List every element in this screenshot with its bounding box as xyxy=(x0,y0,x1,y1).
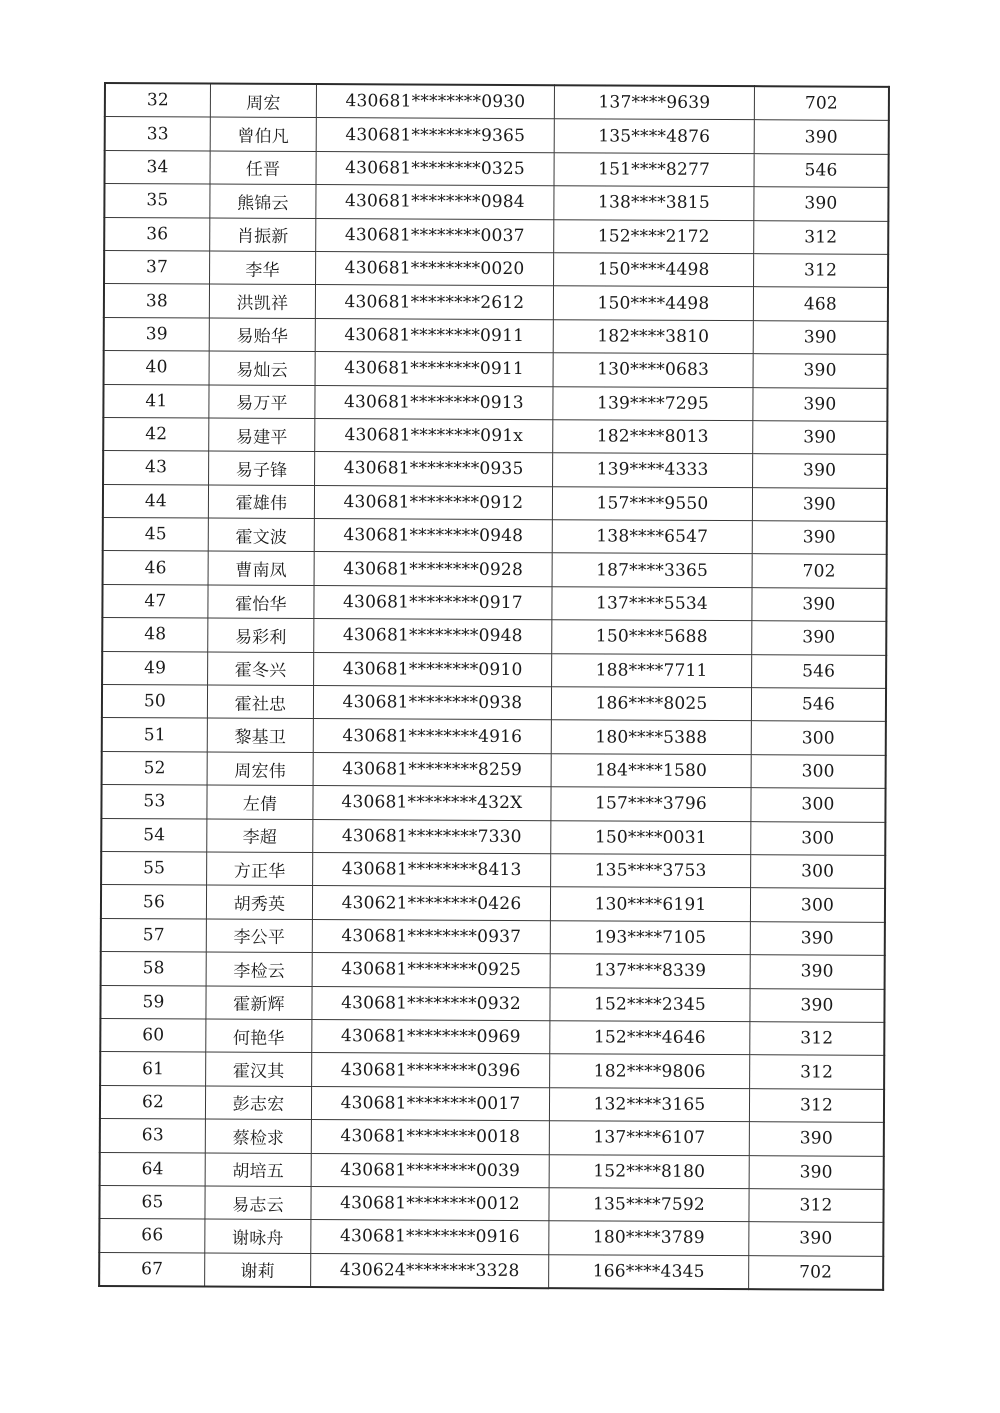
phone-number-cell: 157****9550 xyxy=(552,486,752,520)
amount-cell: 312 xyxy=(749,1088,884,1122)
row-number-cell: 47 xyxy=(102,584,208,618)
phone-number-cell: 150****4498 xyxy=(553,286,753,320)
id-number-cell: 430681********0925 xyxy=(312,953,550,988)
table-row xyxy=(104,284,888,321)
id-number-cell: 430681********0913 xyxy=(315,385,553,420)
name-cell: 胡培五 xyxy=(205,1153,311,1187)
amount-cell: 312 xyxy=(750,1055,885,1089)
phone-number-cell: 137****5534 xyxy=(552,587,752,621)
amount-cell: 300 xyxy=(751,721,886,755)
phone-number-cell: 188****7711 xyxy=(552,653,752,687)
name-cell: 曹南凤 xyxy=(208,551,314,585)
amount-cell: 390 xyxy=(750,921,885,955)
row-number-cell: 35 xyxy=(104,184,210,218)
phone-number-cell: 139****4333 xyxy=(553,453,753,487)
phone-number-cell: 152****2345 xyxy=(550,987,750,1021)
phone-number-cell: 135****4876 xyxy=(554,119,754,153)
table-row xyxy=(104,351,888,388)
row-number-cell: 43 xyxy=(103,451,209,485)
table-row xyxy=(103,451,887,488)
id-number-cell: 430681********0928 xyxy=(314,552,552,587)
amount-cell: 546 xyxy=(752,654,887,688)
table-row xyxy=(100,1119,884,1156)
id-number-cell: 430621********0426 xyxy=(312,886,550,921)
id-number-cell: 430681********0930 xyxy=(316,84,554,119)
phone-number-cell: 184****1580 xyxy=(551,754,751,788)
id-number-cell: 430681********0018 xyxy=(311,1120,549,1155)
table-row xyxy=(102,718,886,755)
amount-cell: 390 xyxy=(750,955,885,989)
phone-number-cell: 157****3796 xyxy=(551,787,751,821)
row-number-cell: 53 xyxy=(101,785,207,819)
amount-cell: 312 xyxy=(749,1189,884,1223)
name-cell: 易建平 xyxy=(209,418,315,452)
row-number-cell: 56 xyxy=(101,885,207,919)
name-cell: 李检云 xyxy=(206,952,312,986)
phone-number-cell: 186****8025 xyxy=(551,687,751,721)
row-number-cell: 66 xyxy=(99,1219,205,1253)
amount-cell: 546 xyxy=(751,688,886,722)
id-number-cell: 430681********0020 xyxy=(316,251,554,286)
name-cell: 任晋 xyxy=(210,151,316,185)
table-row xyxy=(104,317,888,354)
phone-number-cell: 182****8013 xyxy=(553,420,753,454)
table-row xyxy=(104,184,888,221)
row-number-cell: 51 xyxy=(102,718,208,752)
name-cell: 易贻华 xyxy=(209,318,315,352)
name-cell: 易彩利 xyxy=(208,618,314,652)
table-row xyxy=(103,484,887,521)
row-number-cell: 38 xyxy=(104,284,210,318)
amount-cell: 300 xyxy=(751,788,886,822)
row-number-cell: 33 xyxy=(105,117,211,151)
phone-number-cell: 180****5388 xyxy=(551,720,751,754)
name-cell: 方正华 xyxy=(207,852,313,886)
id-number-cell: 430681********0937 xyxy=(312,919,550,954)
amount-cell: 390 xyxy=(749,1155,884,1189)
row-number-cell: 44 xyxy=(103,484,209,518)
row-number-cell: 42 xyxy=(103,417,209,451)
amount-cell: 390 xyxy=(752,521,887,555)
amount-cell: 390 xyxy=(753,421,888,455)
table-row xyxy=(99,1219,883,1256)
phone-number-cell: 182****3810 xyxy=(553,319,753,353)
row-number-cell: 46 xyxy=(103,551,209,585)
row-number-cell: 57 xyxy=(101,918,207,952)
table-row xyxy=(99,1252,883,1290)
amount-cell: 300 xyxy=(751,855,886,889)
name-cell: 熊锦云 xyxy=(210,184,316,218)
row-number-cell: 55 xyxy=(101,851,207,885)
table-row xyxy=(105,83,889,121)
name-cell: 李公平 xyxy=(206,919,312,953)
table-row xyxy=(104,217,888,254)
name-cell: 霍社忠 xyxy=(207,685,313,719)
name-cell: 周宏伟 xyxy=(207,752,313,786)
name-cell: 左倩 xyxy=(207,785,313,819)
id-number-cell: 430681********8259 xyxy=(313,752,551,787)
amount-cell: 390 xyxy=(754,120,889,154)
id-number-cell: 430681********0911 xyxy=(315,352,553,387)
row-number-cell: 34 xyxy=(105,150,211,184)
phone-number-cell: 132****3165 xyxy=(549,1087,749,1121)
amount-cell: 390 xyxy=(752,487,887,521)
id-number-cell: 430681********0917 xyxy=(314,585,552,620)
phone-number-cell: 137****6107 xyxy=(549,1121,749,1155)
table-row xyxy=(101,918,885,955)
amount-cell: 300 xyxy=(750,888,885,922)
table-row xyxy=(100,1052,884,1089)
row-number-cell: 64 xyxy=(100,1152,206,1186)
amount-cell: 312 xyxy=(750,1022,885,1056)
name-cell: 易子锋 xyxy=(209,451,315,485)
name-cell: 洪凯祥 xyxy=(209,284,315,318)
amount-cell: 702 xyxy=(752,554,887,588)
table-row xyxy=(101,952,885,989)
table-row xyxy=(102,751,886,788)
table-row xyxy=(102,584,886,621)
id-number-cell: 430681********0039 xyxy=(311,1153,549,1188)
row-number-cell: 60 xyxy=(100,1018,206,1052)
name-cell: 何艳华 xyxy=(206,1019,312,1053)
name-cell: 霍文波 xyxy=(208,518,314,552)
id-number-cell: 430681********0938 xyxy=(313,686,551,721)
row-number-cell: 50 xyxy=(102,685,208,719)
table-row xyxy=(100,985,884,1022)
id-number-cell: 430681********0911 xyxy=(315,318,553,353)
roster-table xyxy=(98,82,890,1291)
id-number-cell: 430681********0932 xyxy=(312,986,550,1021)
phone-number-cell: 135****3753 xyxy=(551,854,751,888)
phone-number-cell: 152****2172 xyxy=(554,219,754,253)
table-row xyxy=(100,1018,884,1055)
phone-number-cell: 152****8180 xyxy=(549,1154,749,1188)
name-cell: 霍汉其 xyxy=(206,1052,312,1086)
phone-number-cell: 180****3789 xyxy=(549,1221,749,1255)
name-cell: 霍冬兴 xyxy=(208,652,314,686)
id-number-cell: 430681********0396 xyxy=(312,1053,550,1088)
amount-cell: 702 xyxy=(754,86,889,121)
row-number-cell: 59 xyxy=(100,985,206,1019)
id-number-cell: 430681********0325 xyxy=(316,151,554,186)
id-number-cell: 430681********0984 xyxy=(316,185,554,220)
id-number-cell: 430681********0969 xyxy=(312,1019,550,1054)
amount-cell: 312 xyxy=(754,254,889,288)
phone-number-cell: 150****5688 xyxy=(552,620,752,654)
roster-table-body xyxy=(99,83,889,1290)
row-number-cell: 65 xyxy=(99,1185,205,1219)
name-cell: 李超 xyxy=(207,819,313,853)
phone-number-cell: 135****7592 xyxy=(549,1188,749,1222)
amount-cell: 390 xyxy=(749,1122,884,1156)
row-number-cell: 62 xyxy=(100,1085,206,1119)
table-row xyxy=(100,1085,884,1122)
row-number-cell: 45 xyxy=(103,518,209,552)
table-row xyxy=(102,651,886,688)
row-number-cell: 36 xyxy=(104,217,210,251)
name-cell: 李华 xyxy=(210,251,316,285)
table-row xyxy=(105,117,889,154)
row-number-cell: 67 xyxy=(99,1252,205,1286)
id-number-cell: 430681********0910 xyxy=(314,652,552,687)
name-cell: 肖振新 xyxy=(210,218,316,252)
name-cell: 易灿云 xyxy=(209,351,315,385)
phone-number-cell: 152****4646 xyxy=(550,1021,750,1055)
amount-cell: 300 xyxy=(751,821,886,855)
name-cell: 谢咏舟 xyxy=(205,1219,311,1253)
id-number-cell: 430681********091x xyxy=(315,418,553,453)
name-cell: 曾伯凡 xyxy=(210,117,316,151)
table-row xyxy=(103,518,887,555)
phone-number-cell: 139****7295 xyxy=(553,386,753,420)
id-number-cell: 430681********432X xyxy=(313,786,551,821)
table-row xyxy=(101,785,885,822)
id-number-cell: 430681********0037 xyxy=(316,218,554,253)
name-cell: 胡秀英 xyxy=(206,885,312,919)
row-number-cell: 63 xyxy=(100,1119,206,1153)
phone-number-cell: 138****6547 xyxy=(552,520,752,554)
name-cell: 周宏 xyxy=(210,84,316,118)
row-number-cell: 52 xyxy=(102,751,208,785)
row-number-cell: 49 xyxy=(102,651,208,685)
phone-number-cell: 166****4345 xyxy=(549,1254,749,1289)
table-row xyxy=(101,818,885,855)
row-number-cell: 41 xyxy=(103,384,209,418)
id-number-cell: 430681********0948 xyxy=(314,619,552,654)
id-number-cell: 430681********9365 xyxy=(316,118,554,153)
row-number-cell: 40 xyxy=(104,351,210,385)
row-number-cell: 32 xyxy=(105,83,211,117)
phone-number-cell: 150****4498 xyxy=(554,253,754,287)
table-row xyxy=(104,250,888,287)
amount-cell: 390 xyxy=(752,588,887,622)
id-number-cell: 430681********0948 xyxy=(314,519,552,554)
amount-cell: 390 xyxy=(753,387,888,421)
amount-cell: 390 xyxy=(754,187,889,221)
phone-number-cell: 150****0031 xyxy=(551,820,751,854)
amount-cell: 468 xyxy=(753,287,888,321)
phone-number-cell: 193****7105 xyxy=(550,920,750,954)
name-cell: 易万平 xyxy=(209,385,315,419)
amount-cell: 312 xyxy=(754,220,889,254)
amount-cell: 390 xyxy=(749,1222,884,1256)
table-row xyxy=(103,417,887,454)
id-number-cell: 430681********0916 xyxy=(311,1220,549,1255)
table-row xyxy=(103,384,887,421)
phone-number-cell: 137****9639 xyxy=(554,85,754,120)
name-cell: 霍新辉 xyxy=(206,986,312,1020)
id-number-cell: 430681********0935 xyxy=(315,452,553,487)
table-row xyxy=(102,618,886,655)
id-number-cell: 430681********0012 xyxy=(311,1186,549,1221)
phone-number-cell: 138****3815 xyxy=(554,186,754,220)
id-number-cell: 430681********7330 xyxy=(313,819,551,854)
amount-cell: 390 xyxy=(753,320,888,354)
id-number-cell: 430681********4916 xyxy=(313,719,551,754)
phone-number-cell: 187****3365 xyxy=(552,553,752,587)
table-row xyxy=(101,885,885,922)
row-number-cell: 61 xyxy=(100,1052,206,1086)
id-number-cell: 430624********3328 xyxy=(311,1253,549,1288)
document-page xyxy=(98,82,882,1291)
table-row xyxy=(105,150,889,187)
phone-number-cell: 182****9806 xyxy=(550,1054,750,1088)
id-number-cell: 430681********2612 xyxy=(315,285,553,320)
amount-cell: 390 xyxy=(753,454,888,488)
phone-number-cell: 137****8339 xyxy=(550,954,750,988)
amount-cell: 546 xyxy=(754,153,889,187)
name-cell: 霍怡华 xyxy=(208,585,314,619)
name-cell: 黎基卫 xyxy=(207,718,313,752)
phone-number-cell: 130****0683 xyxy=(553,353,753,387)
row-number-cell: 54 xyxy=(101,818,207,852)
id-number-cell: 430681********8413 xyxy=(313,853,551,888)
amount-cell: 702 xyxy=(749,1255,884,1290)
table-row xyxy=(102,685,886,722)
phone-number-cell: 130****6191 xyxy=(550,887,750,921)
name-cell: 蔡检求 xyxy=(205,1119,311,1153)
amount-cell: 390 xyxy=(750,988,885,1022)
phone-number-cell: 151****8277 xyxy=(554,152,754,186)
name-cell: 霍雄伟 xyxy=(208,485,314,519)
name-cell: 谢莉 xyxy=(205,1253,311,1287)
name-cell: 彭志宏 xyxy=(205,1086,311,1120)
row-number-cell: 37 xyxy=(104,250,210,284)
table-row xyxy=(100,1152,884,1189)
row-number-cell: 39 xyxy=(104,317,210,351)
id-number-cell: 430681********0017 xyxy=(311,1086,549,1121)
table-row xyxy=(99,1185,883,1222)
id-number-cell: 430681********0912 xyxy=(314,485,552,520)
table-row xyxy=(101,851,885,888)
amount-cell: 390 xyxy=(752,621,887,655)
amount-cell: 390 xyxy=(753,354,888,388)
table-row xyxy=(103,551,887,588)
row-number-cell: 58 xyxy=(101,952,207,986)
name-cell: 易志云 xyxy=(205,1186,311,1220)
row-number-cell: 48 xyxy=(102,618,208,652)
amount-cell: 300 xyxy=(751,754,886,788)
